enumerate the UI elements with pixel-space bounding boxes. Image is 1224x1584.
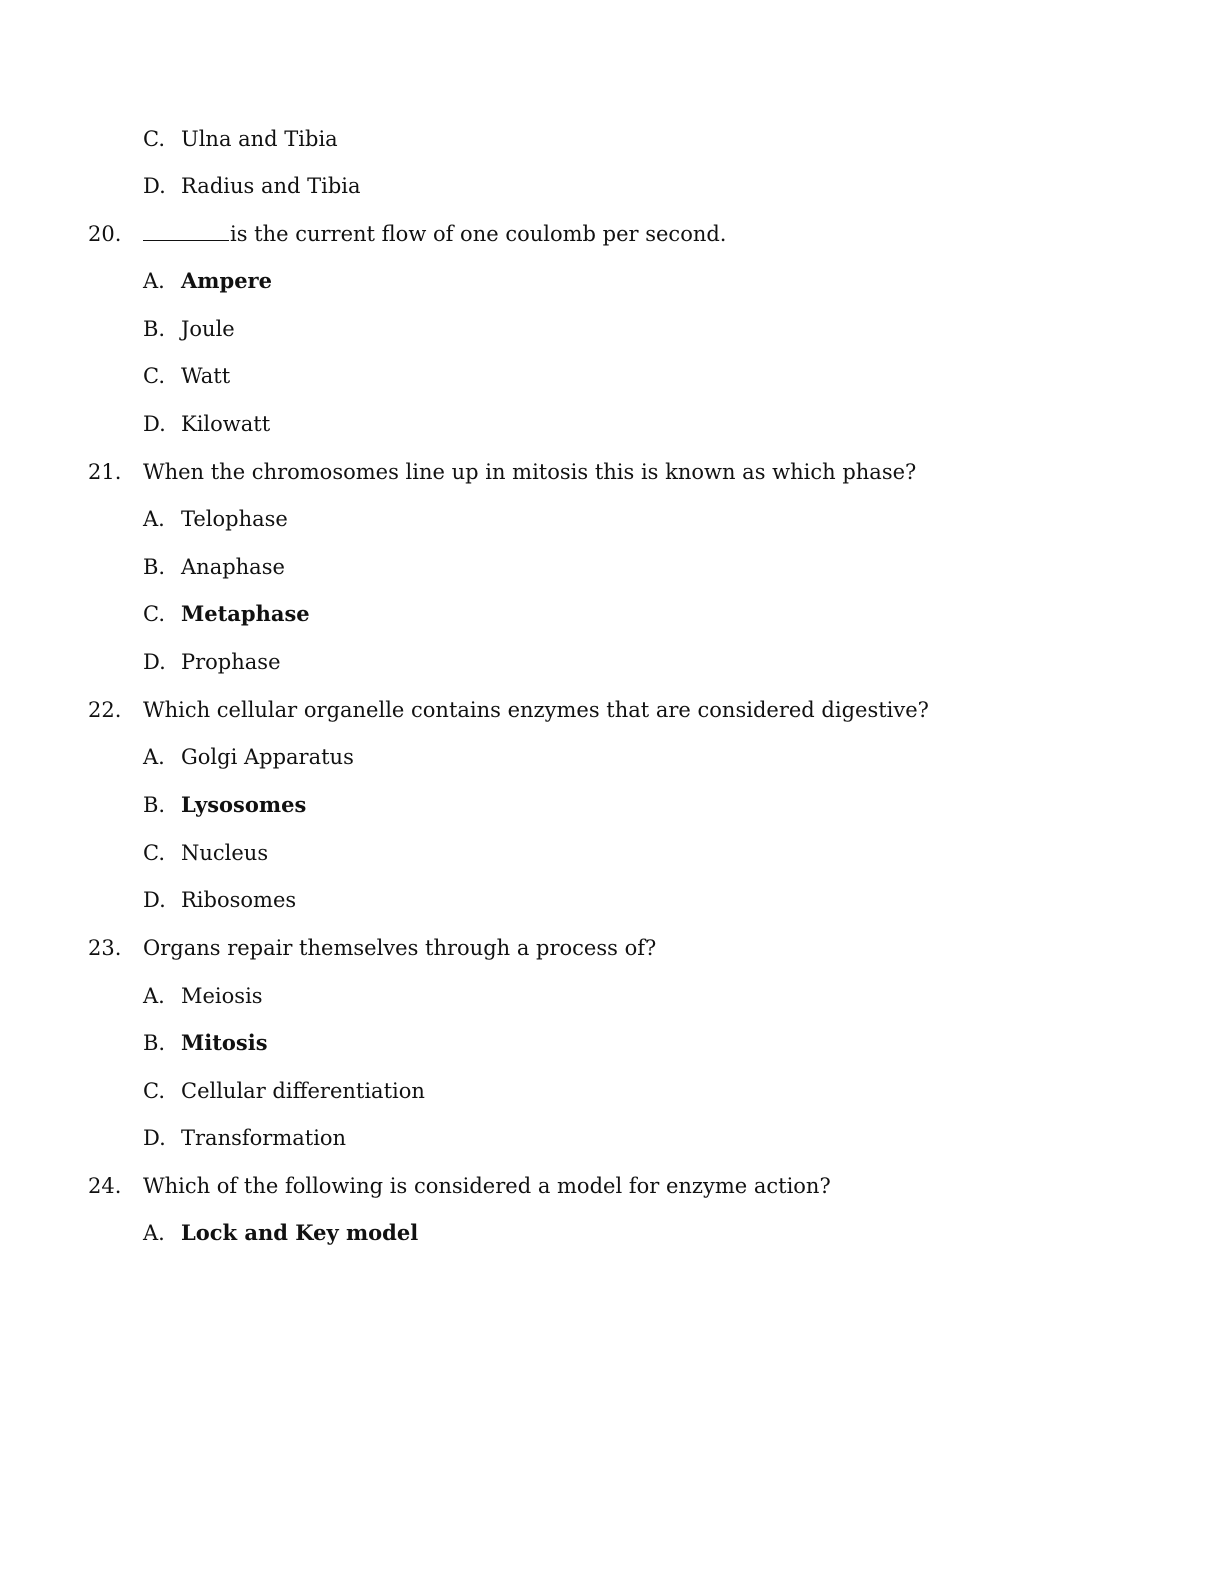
option-text: Kilowatt [181, 412, 271, 436]
option-letter: A. [143, 984, 165, 1008]
question-text: When the chromosomes line up in mitosis this is known as which phase? [143, 460, 917, 484]
question-text: Which cellular organelle contains enzymes that are considered digestive? [143, 698, 929, 722]
option-text-answer: Ampere [181, 268, 272, 293]
option-letter: D. [143, 650, 166, 674]
option-letter: B. [143, 555, 166, 579]
option-text: Transformation [181, 1126, 347, 1150]
option-letter: C. [143, 1079, 165, 1103]
option-text-answer: Lysosomes [181, 792, 307, 817]
option-text: Radius and Tibia [181, 174, 361, 198]
option-letter: B. [143, 793, 166, 817]
question-number: 24. [88, 1174, 122, 1198]
option-text: Ribosomes [181, 888, 297, 912]
question-number: 20. [88, 222, 122, 246]
question-text: Organs repair themselves through a process of? [143, 936, 657, 960]
option-letter: B. [143, 317, 166, 341]
option-text: Prophase [181, 650, 281, 674]
option-letter: C. [143, 602, 165, 626]
question-text: Which of the following is considered a model for enzyme action? [143, 1174, 831, 1198]
option-letter: D. [143, 888, 166, 912]
option-text: Meiosis [181, 984, 263, 1008]
option-letter: C. [143, 841, 165, 865]
option-text: Nucleus [181, 841, 269, 865]
question-number: 23. [88, 936, 122, 960]
option-letter: B. [143, 1031, 166, 1055]
option-text: Joule [181, 317, 235, 341]
question-number: 22. [88, 698, 122, 722]
option-letter: A. [143, 269, 165, 293]
option-text: Telophase [181, 507, 288, 531]
fill-in-blank [143, 219, 229, 241]
option-text-answer: Lock and Key model [181, 1220, 419, 1245]
option-letter: C. [143, 127, 165, 151]
option-text: Anaphase [181, 555, 285, 579]
option-text-answer: Mitosis [181, 1030, 268, 1055]
option-text: Ulna and Tibia [181, 127, 338, 151]
option-letter: C. [143, 364, 165, 388]
option-letter: D. [143, 174, 166, 198]
option-letter: A. [143, 507, 165, 531]
option-text: Golgi Apparatus [181, 745, 354, 769]
option-letter: A. [143, 745, 165, 769]
option-text: Watt [181, 364, 231, 388]
question-text: is the current flow of one coulomb per second. [143, 219, 726, 249]
option-text: Cellular differentiation [181, 1079, 425, 1103]
option-letter: A. [143, 1221, 165, 1245]
question-number: 21. [88, 460, 122, 484]
option-letter: D. [143, 1126, 166, 1150]
option-text-answer: Metaphase [181, 601, 310, 626]
option-letter: D. [143, 412, 166, 436]
